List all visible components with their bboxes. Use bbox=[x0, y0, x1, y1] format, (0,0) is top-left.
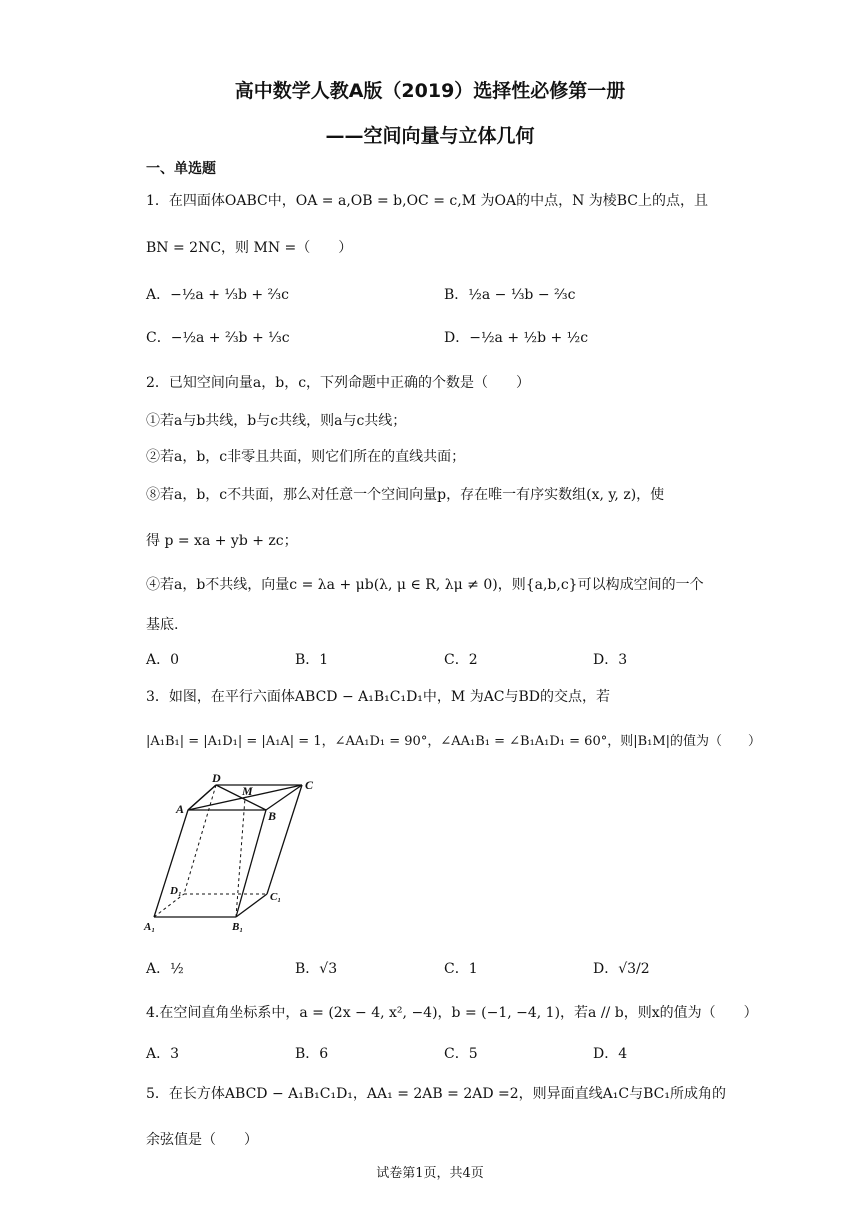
q3-stem-line2: |A₁B₁| = |A₁D₁| = |A₁A| = 1，∠AA₁D₁ = 90°，∠AA₁B₁ = ∠B₁A₁D₁ = 60°，则|B₁M|的值为（ ） bbox=[146, 734, 762, 749]
q3-option-a: A．½ bbox=[146, 961, 184, 977]
q1-option-c: C．−½a + ⅔b + ⅓c bbox=[146, 330, 290, 346]
parallelepiped-figure bbox=[140, 770, 330, 935]
page-footer: 试卷第1页，共4页 bbox=[376, 1166, 484, 1181]
label-a1: A₁ bbox=[144, 921, 156, 933]
doc-subtitle: ——空间向量与立体几何 bbox=[325, 125, 535, 147]
q3-option-c: C．1 bbox=[444, 961, 478, 977]
q2-option-a: A．0 bbox=[146, 652, 180, 668]
q2-statement-3: ⑧若a，b，c不共面，那么对任意一个空间向量p，存在唯一有序实数组(x, y, z)，使 bbox=[146, 487, 665, 503]
q2-statement-1: ①若a与b共线，b与c共线，则a与c共线； bbox=[146, 413, 407, 429]
label-a: A bbox=[176, 802, 185, 816]
label-m: M bbox=[242, 784, 253, 798]
diagonal-bd bbox=[216, 785, 266, 810]
q3-option-b: B．√3 bbox=[295, 961, 338, 977]
q2-statement-4: ④若a，b不共线，向量c = λa + μb(λ, μ ∈ R, λμ ≠ 0)，则{a,b,c}可以构成空间的一个 bbox=[146, 577, 704, 593]
label-d1: D₁ bbox=[170, 885, 182, 897]
q2-statement-4-cont: 基底. bbox=[146, 617, 179, 633]
edge-a1d1-hidden bbox=[154, 894, 184, 917]
label-c1: C₁ bbox=[270, 891, 282, 903]
edge-b1c1 bbox=[236, 894, 267, 917]
q4-option-b: B．6 bbox=[295, 1046, 329, 1062]
q2-option-c: C．2 bbox=[444, 652, 478, 668]
q3-option-d: D．√3/2 bbox=[593, 961, 650, 977]
q5-stem-line2: 余弦值是（ ） bbox=[146, 1132, 258, 1148]
section-heading: 一、单选题 bbox=[146, 161, 216, 177]
q3-stem-line1: 3．如图，在平行六面体ABCD − A₁B₁C₁D₁中，M 为AC与BD的交点，若 bbox=[146, 689, 611, 705]
edge-ad2 bbox=[188, 785, 216, 810]
q4-stem: 4.在空间直角坐标系中，a = (2x − 4, x², −4)，b = (−1, −4, 1)，若a // b，则x的值为（ ） bbox=[146, 1005, 758, 1021]
q4-option-c: C．5 bbox=[444, 1046, 478, 1062]
q1-option-d: D．−½a + ½b + ½c bbox=[444, 330, 589, 346]
q2-option-b: B．1 bbox=[295, 652, 329, 668]
q2-statement-3-cont: 得 p = xa + yb + zc； bbox=[146, 533, 298, 549]
q1-option-a: A．−½a + ⅓b + ⅔c bbox=[146, 287, 289, 303]
label-b: B bbox=[268, 809, 277, 823]
q1-stem-line2: BN = 2NC，则 MN =（ ） bbox=[146, 240, 353, 256]
edge-aa1 bbox=[154, 810, 188, 917]
label-b1: B₁ bbox=[232, 921, 244, 933]
q2-stem: 2．已知空间向量a，b，c，下列命题中正确的个数是（ ） bbox=[146, 375, 531, 391]
q4-option-a: A．3 bbox=[146, 1046, 180, 1062]
edge-cc1 bbox=[267, 785, 302, 894]
doc-title: 高中数学人教A版（2019）选择性必修第一册 bbox=[234, 80, 626, 102]
q1-option-b: B．½a − ⅓b − ⅔c bbox=[444, 287, 576, 303]
q4-option-d: D．4 bbox=[593, 1046, 628, 1062]
edge-bb1 bbox=[236, 810, 266, 917]
q5-stem-line1: 5．在长方体ABCD − A₁B₁C₁D₁，AA₁ = 2AB = 2AD =2，则异面直线A₁C与BC₁所成角的 bbox=[146, 1086, 726, 1102]
label-c: C bbox=[305, 778, 314, 792]
label-d: D bbox=[212, 771, 221, 785]
q2-option-d: D．3 bbox=[593, 652, 628, 668]
q2-statement-2: ②若a，b，c非零且共面，则它们所在的直线共面； bbox=[146, 449, 466, 465]
q1-stem-line1: 1．在四面体OABC中，OA = a,OB = b,OC = c,M 为OA的中点，N 为棱BC上的点，且 bbox=[146, 193, 709, 209]
edge-dd1-hidden bbox=[184, 785, 216, 894]
